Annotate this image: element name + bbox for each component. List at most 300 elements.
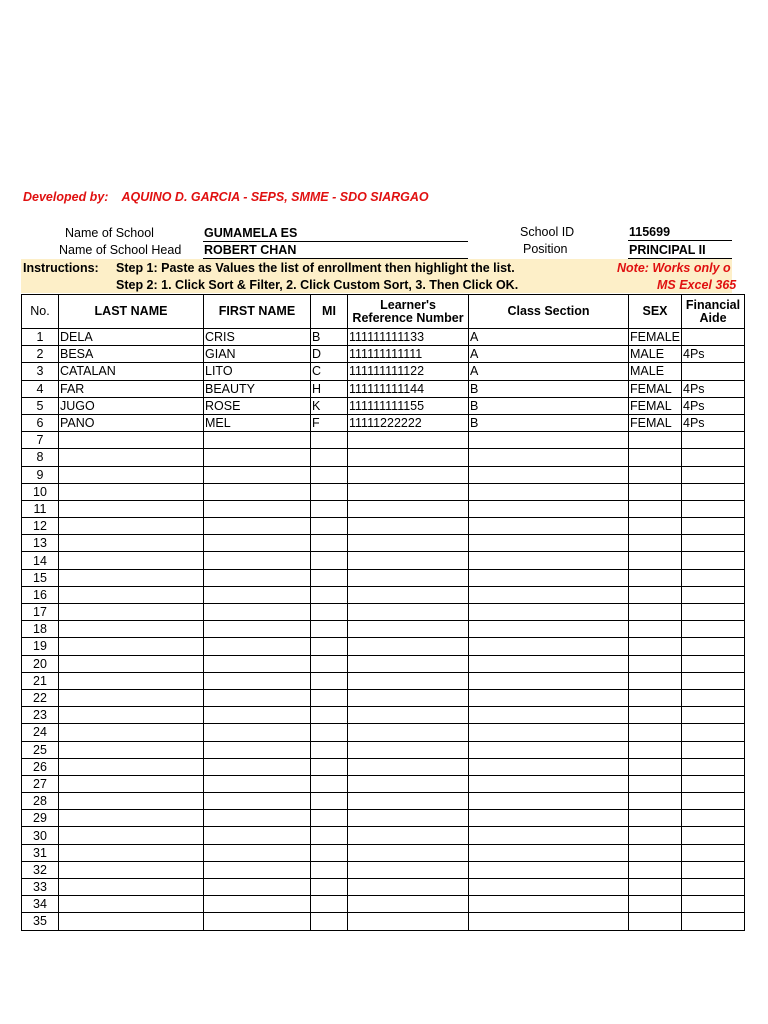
table-row bbox=[22, 775, 745, 792]
financial-aide-cell[interactable] bbox=[682, 466, 745, 483]
financial-aide-cell[interactable] bbox=[682, 363, 745, 380]
class-section-cell[interactable] bbox=[469, 827, 629, 844]
lrn-cell[interactable] bbox=[348, 827, 469, 844]
row-number: 9 bbox=[22, 466, 59, 483]
last-name-cell[interactable]: FAR bbox=[59, 380, 204, 397]
sex-cell[interactable] bbox=[629, 896, 682, 913]
table-row bbox=[22, 724, 745, 741]
lrn-cell[interactable]: 111111111144 bbox=[348, 380, 469, 397]
sex-cell[interactable] bbox=[629, 535, 682, 552]
lrn-cell[interactable] bbox=[348, 655, 469, 672]
first-name-cell[interactable]: ROSE bbox=[204, 397, 311, 414]
table-row bbox=[22, 707, 745, 724]
table-row bbox=[22, 689, 745, 706]
last-name-cell[interactable] bbox=[59, 449, 204, 466]
financial-aide-cell[interactable] bbox=[682, 913, 745, 930]
row-number: 33 bbox=[22, 879, 59, 896]
school-name-value[interactable]: GUMAMELA ES bbox=[204, 226, 298, 240]
class-section-cell[interactable] bbox=[469, 586, 629, 603]
last-name-cell[interactable]: BESA bbox=[59, 346, 204, 363]
lrn-cell[interactable] bbox=[348, 552, 469, 569]
class-section-cell[interactable] bbox=[469, 793, 629, 810]
first-name-cell[interactable] bbox=[204, 741, 311, 758]
sex-cell[interactable] bbox=[629, 672, 682, 689]
header-class-section: Class Section bbox=[469, 295, 629, 329]
first-name-cell[interactable] bbox=[204, 569, 311, 586]
sex-cell[interactable] bbox=[629, 810, 682, 827]
financial-aide-cell[interactable] bbox=[682, 793, 745, 810]
mi-cell[interactable] bbox=[311, 689, 348, 706]
class-section-cell[interactable]: B bbox=[469, 397, 629, 414]
class-section-cell[interactable]: A bbox=[469, 329, 629, 346]
mi-cell[interactable] bbox=[311, 775, 348, 792]
mi-cell[interactable] bbox=[311, 827, 348, 844]
lrn-cell[interactable] bbox=[348, 466, 469, 483]
lrn-cell[interactable] bbox=[348, 621, 469, 638]
last-name-cell[interactable] bbox=[59, 432, 204, 449]
mi-cell[interactable] bbox=[311, 621, 348, 638]
lrn-cell[interactable] bbox=[348, 449, 469, 466]
sex-cell[interactable] bbox=[629, 466, 682, 483]
sex-cell[interactable] bbox=[629, 689, 682, 706]
table-row bbox=[22, 466, 745, 483]
sex-cell[interactable] bbox=[629, 638, 682, 655]
school-name-underline bbox=[203, 241, 468, 242]
mi-cell[interactable] bbox=[311, 913, 348, 930]
mi-cell[interactable]: K bbox=[311, 397, 348, 414]
lrn-cell[interactable] bbox=[348, 707, 469, 724]
header-no: No. bbox=[22, 295, 59, 329]
mi-cell[interactable] bbox=[311, 449, 348, 466]
sex-cell[interactable] bbox=[629, 500, 682, 517]
first-name-cell[interactable] bbox=[204, 586, 311, 603]
lrn-cell[interactable] bbox=[348, 689, 469, 706]
school-name-label: Name of School bbox=[65, 226, 154, 240]
financial-aide-cell[interactable] bbox=[682, 896, 745, 913]
lrn-cell[interactable] bbox=[348, 810, 469, 827]
first-name-cell[interactable] bbox=[204, 724, 311, 741]
last-name-cell[interactable] bbox=[59, 518, 204, 535]
row-number: 31 bbox=[22, 844, 59, 861]
last-name-cell[interactable] bbox=[59, 604, 204, 621]
last-name-cell[interactable]: PANO bbox=[59, 414, 204, 431]
first-name-cell[interactable] bbox=[204, 707, 311, 724]
first-name-cell[interactable] bbox=[204, 621, 311, 638]
lrn-cell[interactable] bbox=[348, 569, 469, 586]
sex-cell[interactable] bbox=[629, 879, 682, 896]
mi-cell[interactable]: C bbox=[311, 363, 348, 380]
financial-aide-cell[interactable]: 4Ps bbox=[682, 397, 745, 414]
sex-cell[interactable] bbox=[629, 432, 682, 449]
row-number: 16 bbox=[22, 586, 59, 603]
row-number: 12 bbox=[22, 518, 59, 535]
last-name-cell[interactable] bbox=[59, 758, 204, 775]
mi-cell[interactable] bbox=[311, 500, 348, 517]
mi-cell[interactable] bbox=[311, 879, 348, 896]
financial-aide-cell[interactable] bbox=[682, 707, 745, 724]
financial-aide-cell[interactable] bbox=[682, 569, 745, 586]
financial-aide-cell[interactable] bbox=[682, 775, 745, 792]
last-name-cell[interactable] bbox=[59, 775, 204, 792]
last-name-cell[interactable] bbox=[59, 810, 204, 827]
table-row bbox=[22, 758, 745, 775]
mi-cell[interactable]: B bbox=[311, 329, 348, 346]
row-number: 20 bbox=[22, 655, 59, 672]
first-name-cell[interactable] bbox=[204, 775, 311, 792]
last-name-cell[interactable] bbox=[59, 552, 204, 569]
sex-cell[interactable] bbox=[629, 621, 682, 638]
lrn-cell[interactable] bbox=[348, 432, 469, 449]
sex-cell[interactable] bbox=[629, 861, 682, 878]
first-name-cell[interactable] bbox=[204, 466, 311, 483]
mi-cell[interactable] bbox=[311, 586, 348, 603]
developer-label: Developed by: bbox=[23, 190, 109, 204]
sex-cell[interactable] bbox=[629, 724, 682, 741]
last-name-cell[interactable] bbox=[59, 724, 204, 741]
first-name-cell[interactable] bbox=[204, 655, 311, 672]
class-section-cell[interactable] bbox=[469, 638, 629, 655]
row-number: 22 bbox=[22, 689, 59, 706]
table-row bbox=[22, 380, 745, 397]
mi-cell[interactable] bbox=[311, 896, 348, 913]
class-section-cell[interactable] bbox=[469, 689, 629, 706]
table-row bbox=[22, 827, 745, 844]
financial-aide-cell[interactable] bbox=[682, 827, 745, 844]
mi-cell[interactable] bbox=[311, 861, 348, 878]
mi-cell[interactable] bbox=[311, 483, 348, 500]
lrn-cell[interactable] bbox=[348, 879, 469, 896]
financial-aide-cell[interactable]: 4Ps bbox=[682, 414, 745, 431]
financial-aide-cell[interactable] bbox=[682, 535, 745, 552]
class-section-cell[interactable] bbox=[469, 775, 629, 792]
first-name-cell[interactable] bbox=[204, 638, 311, 655]
last-name-cell[interactable] bbox=[59, 535, 204, 552]
sex-cell[interactable]: MALE bbox=[629, 363, 682, 380]
enrollment-table bbox=[21, 294, 745, 931]
class-section-cell[interactable] bbox=[469, 672, 629, 689]
mi-cell[interactable] bbox=[311, 741, 348, 758]
first-name-cell[interactable]: BEAUTY bbox=[204, 380, 311, 397]
last-name-cell[interactable] bbox=[59, 466, 204, 483]
financial-aide-cell[interactable]: 4Ps bbox=[682, 380, 745, 397]
financial-aide-cell[interactable] bbox=[682, 655, 745, 672]
last-name-cell[interactable] bbox=[59, 586, 204, 603]
header-sex: SEX bbox=[629, 295, 682, 329]
mi-cell[interactable] bbox=[311, 844, 348, 861]
last-name-cell[interactable] bbox=[59, 569, 204, 586]
class-section-cell[interactable] bbox=[469, 758, 629, 775]
sex-cell[interactable]: FEMAL bbox=[629, 414, 682, 431]
lrn-cell[interactable] bbox=[348, 672, 469, 689]
class-section-cell[interactable] bbox=[469, 707, 629, 724]
mi-cell[interactable] bbox=[311, 518, 348, 535]
first-name-cell[interactable] bbox=[204, 672, 311, 689]
last-name-cell[interactable] bbox=[59, 879, 204, 896]
financial-aide-cell[interactable] bbox=[682, 621, 745, 638]
sex-cell[interactable] bbox=[629, 604, 682, 621]
financial-aide-cell[interactable]: 4Ps bbox=[682, 346, 745, 363]
class-section-cell[interactable] bbox=[469, 724, 629, 741]
school-head-value[interactable]: ROBERT CHAN bbox=[204, 243, 297, 257]
note-text: Note: Works only o bbox=[617, 261, 731, 275]
mi-cell[interactable] bbox=[311, 707, 348, 724]
lrn-cell[interactable] bbox=[348, 758, 469, 775]
first-name-cell[interactable] bbox=[204, 432, 311, 449]
financial-aide-cell[interactable] bbox=[682, 758, 745, 775]
mi-cell[interactable] bbox=[311, 432, 348, 449]
sex-cell[interactable] bbox=[629, 793, 682, 810]
lrn-cell[interactable] bbox=[348, 896, 469, 913]
mi-cell[interactable] bbox=[311, 569, 348, 586]
table-row bbox=[22, 655, 745, 672]
table-row bbox=[22, 672, 745, 689]
first-name-cell[interactable] bbox=[204, 827, 311, 844]
mi-cell[interactable] bbox=[311, 466, 348, 483]
first-name-cell[interactable] bbox=[204, 535, 311, 552]
sex-cell[interactable] bbox=[629, 483, 682, 500]
table-row bbox=[22, 896, 745, 913]
first-name-cell[interactable] bbox=[204, 879, 311, 896]
class-section-cell[interactable] bbox=[469, 655, 629, 672]
developer-name: AQUINO D. GARCIA - SEPS, SMME - SDO SIARGAO bbox=[121, 190, 429, 204]
row-number: 10 bbox=[22, 483, 59, 500]
sex-cell[interactable]: MALE bbox=[629, 346, 682, 363]
last-name-cell[interactable] bbox=[59, 861, 204, 878]
first-name-cell[interactable] bbox=[204, 552, 311, 569]
lrn-cell[interactable]: 111111111111 bbox=[348, 346, 469, 363]
financial-aide-cell[interactable] bbox=[682, 689, 745, 706]
mi-cell[interactable]: H bbox=[311, 380, 348, 397]
lrn-cell[interactable] bbox=[348, 724, 469, 741]
last-name-cell[interactable] bbox=[59, 621, 204, 638]
first-name-cell[interactable] bbox=[204, 518, 311, 535]
mi-cell[interactable] bbox=[311, 793, 348, 810]
last-name-cell[interactable]: DELA bbox=[59, 329, 204, 346]
position-value[interactable]: PRINCIPAL II bbox=[629, 243, 706, 257]
financial-aide-cell[interactable] bbox=[682, 604, 745, 621]
class-section-cell[interactable] bbox=[469, 432, 629, 449]
sex-cell[interactable] bbox=[629, 518, 682, 535]
class-section-cell[interactable] bbox=[469, 466, 629, 483]
financial-aide-cell[interactable] bbox=[682, 432, 745, 449]
lrn-cell[interactable] bbox=[348, 535, 469, 552]
mi-cell[interactable] bbox=[311, 552, 348, 569]
class-section-cell[interactable] bbox=[469, 879, 629, 896]
school-id-label: School ID bbox=[520, 225, 575, 239]
row-number: 21 bbox=[22, 672, 59, 689]
first-name-cell[interactable]: CRIS bbox=[204, 329, 311, 346]
school-id-value[interactable]: 115699 bbox=[629, 225, 671, 239]
last-name-cell[interactable] bbox=[59, 707, 204, 724]
sex-cell[interactable] bbox=[629, 844, 682, 861]
row-number: 5 bbox=[22, 397, 59, 414]
first-name-cell[interactable] bbox=[204, 913, 311, 930]
school-head-label: Name of School Head bbox=[59, 243, 182, 257]
mi-cell[interactable] bbox=[311, 758, 348, 775]
mi-cell[interactable] bbox=[311, 535, 348, 552]
class-section-cell[interactable] bbox=[469, 535, 629, 552]
first-name-cell[interactable]: LITO bbox=[204, 363, 311, 380]
lrn-cell[interactable]: 111111111155 bbox=[348, 397, 469, 414]
class-section-cell[interactable] bbox=[469, 621, 629, 638]
financial-aide-cell[interactable] bbox=[682, 810, 745, 827]
mi-cell[interactable]: F bbox=[311, 414, 348, 431]
first-name-cell[interactable] bbox=[204, 689, 311, 706]
class-section-cell[interactable] bbox=[469, 913, 629, 930]
sex-cell[interactable]: FEMALE bbox=[630, 330, 681, 345]
sex-cell[interactable] bbox=[629, 449, 682, 466]
table-row bbox=[22, 569, 745, 586]
lrn-cell[interactable] bbox=[348, 844, 469, 861]
lrn-cell[interactable] bbox=[348, 518, 469, 535]
lrn-cell[interactable] bbox=[348, 861, 469, 878]
sex-cell[interactable] bbox=[629, 586, 682, 603]
last-name-cell[interactable] bbox=[59, 844, 204, 861]
lrn-cell[interactable] bbox=[348, 793, 469, 810]
lrn-cell[interactable] bbox=[348, 483, 469, 500]
lrn-cell[interactable] bbox=[348, 604, 469, 621]
class-section-cell[interactable]: B bbox=[469, 380, 629, 397]
first-name-cell[interactable]: GIAN bbox=[204, 346, 311, 363]
financial-aide-cell[interactable] bbox=[682, 329, 745, 346]
financial-aide-cell[interactable] bbox=[682, 672, 745, 689]
lrn-cell[interactable] bbox=[348, 775, 469, 792]
sex-cell[interactable] bbox=[629, 569, 682, 586]
mi-cell[interactable] bbox=[311, 638, 348, 655]
last-name-cell[interactable] bbox=[59, 793, 204, 810]
table-row bbox=[22, 844, 745, 861]
table-row bbox=[22, 638, 745, 655]
sex-cell[interactable]: FEMAL bbox=[629, 397, 682, 414]
class-section-cell[interactable] bbox=[469, 604, 629, 621]
lrn-cell[interactable]: 111111111122 bbox=[348, 363, 469, 380]
sex-cell[interactable] bbox=[629, 741, 682, 758]
class-section-cell[interactable]: A bbox=[469, 346, 629, 363]
lrn-cell[interactable] bbox=[348, 638, 469, 655]
lrn-cell[interactable] bbox=[348, 586, 469, 603]
last-name-cell[interactable]: JUGO bbox=[59, 397, 204, 414]
table-row bbox=[22, 621, 745, 638]
row-number: 24 bbox=[22, 724, 59, 741]
table-row bbox=[22, 397, 745, 414]
last-name-cell[interactable] bbox=[59, 672, 204, 689]
financial-aide-cell[interactable] bbox=[682, 741, 745, 758]
financial-aide-cell[interactable] bbox=[682, 861, 745, 878]
header-last-name: LAST NAME bbox=[59, 295, 204, 329]
class-section-cell[interactable] bbox=[469, 741, 629, 758]
last-name-cell[interactable] bbox=[59, 483, 204, 500]
table-row bbox=[22, 810, 745, 827]
lrn-cell[interactable]: 11111222222 bbox=[348, 414, 469, 431]
financial-aide-cell[interactable] bbox=[682, 724, 745, 741]
first-name-cell[interactable] bbox=[204, 758, 311, 775]
class-section-cell[interactable] bbox=[469, 810, 629, 827]
row-number: 29 bbox=[22, 810, 59, 827]
last-name-cell[interactable] bbox=[59, 638, 204, 655]
table-row bbox=[22, 414, 745, 431]
last-name-cell[interactable] bbox=[59, 913, 204, 930]
last-name-cell[interactable] bbox=[59, 655, 204, 672]
class-section-cell[interactable] bbox=[469, 483, 629, 500]
last-name-cell[interactable] bbox=[59, 741, 204, 758]
class-section-cell[interactable]: B bbox=[469, 414, 629, 431]
lrn-cell[interactable] bbox=[348, 741, 469, 758]
mi-cell[interactable]: D bbox=[311, 346, 348, 363]
financial-aide-cell[interactable] bbox=[682, 879, 745, 896]
class-section-cell[interactable] bbox=[469, 500, 629, 517]
first-name-cell[interactable] bbox=[204, 500, 311, 517]
sex-cell[interactable] bbox=[629, 655, 682, 672]
class-section-cell[interactable] bbox=[469, 569, 629, 586]
first-name-cell[interactable] bbox=[204, 793, 311, 810]
sex-cell[interactable] bbox=[629, 707, 682, 724]
class-section-cell[interactable] bbox=[469, 552, 629, 569]
financial-aide-cell[interactable] bbox=[682, 449, 745, 466]
first-name-cell[interactable] bbox=[204, 844, 311, 861]
row-number: 17 bbox=[22, 604, 59, 621]
mi-cell[interactable] bbox=[311, 655, 348, 672]
table-row bbox=[22, 449, 745, 466]
first-name-cell[interactable] bbox=[204, 449, 311, 466]
lrn-cell[interactable] bbox=[348, 913, 469, 930]
mi-cell[interactable] bbox=[311, 672, 348, 689]
first-name-cell[interactable]: MEL bbox=[204, 414, 311, 431]
class-section-cell[interactable] bbox=[469, 518, 629, 535]
financial-aide-cell[interactable] bbox=[682, 638, 745, 655]
financial-aide-cell[interactable] bbox=[682, 552, 745, 569]
class-section-cell[interactable] bbox=[469, 449, 629, 466]
class-section-cell[interactable] bbox=[469, 844, 629, 861]
sex-cell[interactable] bbox=[629, 758, 682, 775]
financial-aide-cell[interactable] bbox=[682, 844, 745, 861]
mi-cell[interactable] bbox=[311, 724, 348, 741]
financial-aide-cell[interactable] bbox=[682, 586, 745, 603]
last-name-cell[interactable] bbox=[59, 689, 204, 706]
mi-cell[interactable] bbox=[311, 604, 348, 621]
first-name-cell[interactable] bbox=[204, 896, 311, 913]
lrn-cell[interactable] bbox=[348, 500, 469, 517]
first-name-cell[interactable] bbox=[204, 810, 311, 827]
table-row bbox=[22, 879, 745, 896]
class-section-cell[interactable]: A bbox=[469, 363, 629, 380]
sex-cell[interactable] bbox=[629, 913, 682, 930]
row-number: 4 bbox=[22, 380, 59, 397]
row-number: 3 bbox=[22, 363, 59, 380]
table-row bbox=[22, 913, 745, 930]
first-name-cell[interactable] bbox=[204, 483, 311, 500]
table-row bbox=[22, 604, 745, 621]
sex-cell[interactable] bbox=[629, 552, 682, 569]
first-name-cell[interactable] bbox=[204, 604, 311, 621]
last-name-cell[interactable]: CATALAN bbox=[59, 363, 204, 380]
sex-cell[interactable] bbox=[629, 775, 682, 792]
note-excel-version: MS Excel 365 bbox=[657, 278, 737, 292]
financial-aide-cell[interactable] bbox=[682, 500, 745, 517]
class-section-cell[interactable] bbox=[469, 896, 629, 913]
class-section-cell[interactable] bbox=[469, 861, 629, 878]
mi-cell[interactable] bbox=[311, 810, 348, 827]
sex-cell[interactable]: FEMAL bbox=[629, 380, 682, 397]
financial-aide-cell[interactable] bbox=[682, 518, 745, 535]
sex-cell[interactable] bbox=[629, 827, 682, 844]
first-name-cell[interactable] bbox=[204, 861, 311, 878]
last-name-cell[interactable] bbox=[59, 500, 204, 517]
financial-aide-cell[interactable] bbox=[682, 483, 745, 500]
header-financial-aide: Financial Aide bbox=[682, 295, 745, 329]
lrn-cell[interactable]: 111111111133 bbox=[348, 329, 469, 346]
last-name-cell[interactable] bbox=[59, 827, 204, 844]
last-name-cell[interactable] bbox=[59, 896, 204, 913]
